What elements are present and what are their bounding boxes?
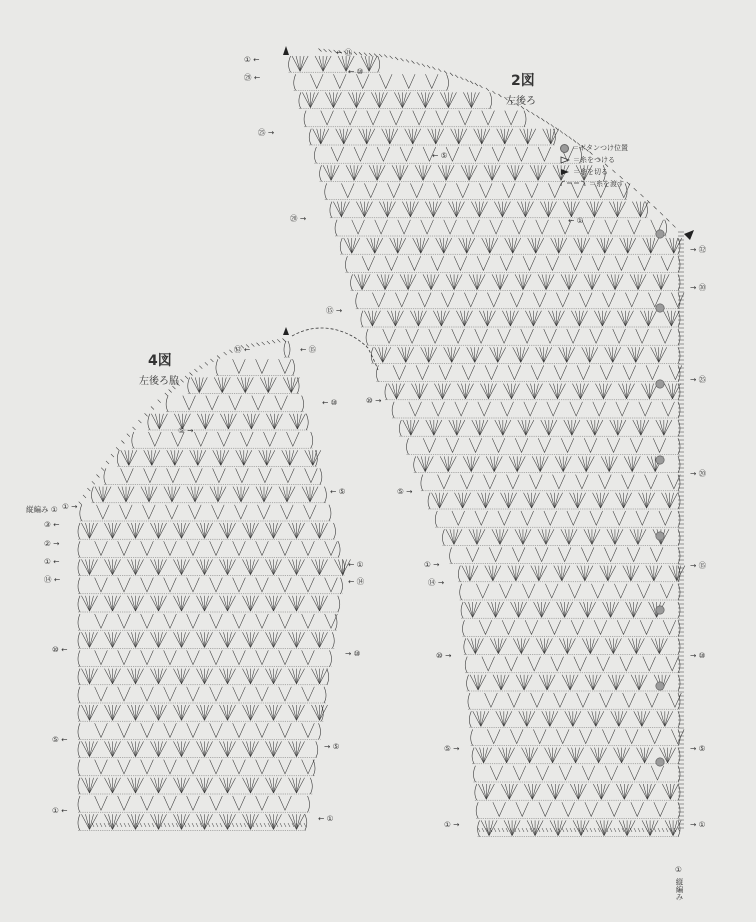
d4-left-r1: ① ← xyxy=(44,557,60,566)
d2-bottom-r1 xyxy=(675,865,682,874)
button-position-circle xyxy=(656,606,664,614)
diagram-2-number: 2図 xyxy=(511,73,535,89)
marker-text: ㉕ xyxy=(698,375,707,384)
legend-button-text: ＝ボタンつけ位置 xyxy=(572,144,628,152)
d4-right-r5b: → ⑤ xyxy=(324,742,340,751)
d4-right-r10b: → ⑩ xyxy=(345,649,361,658)
button-position-circle xyxy=(656,456,664,464)
marker-text: ⑬ xyxy=(234,345,242,354)
d2-left-r15: ⑮ → xyxy=(326,306,343,315)
marker-text: ⑩ xyxy=(366,396,373,405)
legend-pass-row xyxy=(560,178,628,190)
filled-triangle-icon xyxy=(560,168,570,176)
marker-text: ⑮ xyxy=(308,345,317,354)
marker-text: ⑤ xyxy=(440,151,448,160)
legend-attach-row xyxy=(560,154,628,166)
cut-mark-top xyxy=(283,46,289,55)
marker-text: ① xyxy=(698,820,706,829)
button-position-circle xyxy=(656,304,664,312)
legend-pass-text: ＝糸を渡す xyxy=(589,180,624,188)
d4-left-r14: ⑭ ← xyxy=(44,575,61,584)
marker-text: ⑭ xyxy=(428,578,436,587)
marker-text: ⑪ xyxy=(344,48,353,57)
d2-right-r25: → ㉕ xyxy=(690,375,707,384)
marker-text: ⑤ xyxy=(444,744,451,753)
d2-left-r5b: ⑤ → xyxy=(444,744,460,753)
marker-text: ㉘ xyxy=(244,73,252,82)
d4-right-r14: ← ⑭ xyxy=(348,577,365,586)
d2-left-r20: ⑳ → xyxy=(290,214,307,223)
marker-text: ⑮ xyxy=(698,561,707,570)
d2-neck-r1: ← ① xyxy=(568,216,584,225)
marker-text: ⑭ xyxy=(44,575,52,584)
cut-mark-right xyxy=(684,230,694,240)
d4-top-r13: ⑬ ← xyxy=(234,345,251,354)
marker-text: ① xyxy=(424,560,431,569)
d4-tate-r1 xyxy=(26,504,58,515)
marker-text: ⑤ xyxy=(332,742,340,751)
d2-top-r11: ← ⑪ xyxy=(336,48,353,57)
marker-text: ⑤ xyxy=(178,426,185,435)
d2-tate-ami-label: 縦編み xyxy=(675,878,684,901)
marker-text: ① xyxy=(444,820,451,829)
marker-text: ⑤ xyxy=(52,735,59,744)
marker-text: ① xyxy=(62,502,69,511)
marker-text: ② xyxy=(44,539,51,548)
diagram-4-stitch-pattern xyxy=(78,341,351,830)
d4-top-r15: ← ⑮ xyxy=(300,345,317,354)
marker-text: ⑭ xyxy=(356,577,365,586)
marker-text: ① xyxy=(356,560,364,569)
button-position-circle xyxy=(656,682,664,690)
d4-left-r5: ⑤ → xyxy=(178,426,194,435)
d4-right-r5: ← ⑤ xyxy=(330,487,346,496)
d4-left-r1b: ① ← xyxy=(52,806,68,815)
marker-text: ⑳ xyxy=(290,214,298,223)
button-position-circle xyxy=(656,230,664,238)
marker-text: ① xyxy=(44,557,51,566)
marker-text: ① xyxy=(52,806,59,815)
marker-text: ⑩ xyxy=(52,645,59,654)
diagram-4-number: 4図 xyxy=(148,353,172,369)
diagram-4-name: 左後ろ脇 xyxy=(139,376,179,387)
button-position-circle xyxy=(656,380,664,388)
d2-right-r30: → ㉚ xyxy=(690,283,707,292)
marker-text: ⑳ xyxy=(698,469,707,478)
d4-left-r5b: ⑤ ← xyxy=(52,735,68,744)
marker-text: ⑤ xyxy=(698,744,706,753)
button-circle-icon xyxy=(560,144,569,153)
marker-text: ① xyxy=(675,865,682,874)
marker-text: ㉜ xyxy=(698,245,707,254)
d2-right-r32: → ㉜ xyxy=(690,245,707,254)
marker-text: ① xyxy=(244,55,251,64)
d2-left-r10b: ⑩ → xyxy=(436,651,452,660)
legend-attach-text: ＝糸をつける xyxy=(573,156,615,164)
d2-left-r10: ⑩ → xyxy=(366,396,382,405)
marker-text: ③ xyxy=(44,520,51,529)
marker-text: ① xyxy=(326,814,334,823)
marker-text: ⑩ xyxy=(356,67,364,76)
d2-right-r5: → ⑤ xyxy=(690,744,706,753)
marker-text: ① xyxy=(576,216,584,225)
d4-top-left-r1: ① → xyxy=(62,502,78,511)
d4-right-r1b: ← ① xyxy=(318,814,334,823)
d4-right-r10: ← ⑩ xyxy=(322,398,338,407)
diagram-2-name: 左後ろ xyxy=(506,96,536,107)
d2-left-r25: ㉕ → xyxy=(258,128,275,137)
marker-text: ⑩ xyxy=(330,398,338,407)
cut-mark-diagram4 xyxy=(283,327,289,335)
tate-ami-text: 縦編み xyxy=(26,505,49,514)
marker-text: ⑩ xyxy=(353,649,361,658)
button-positions xyxy=(656,230,664,766)
marker-text: ㉕ xyxy=(258,128,266,137)
legend-button-row xyxy=(560,142,628,154)
d2-top-r10: ← ⑩ xyxy=(348,67,364,76)
d4-left-r10: ⑩ ← xyxy=(52,645,68,654)
d2-right-r1: → ① xyxy=(690,820,706,829)
button-position-circle xyxy=(656,532,664,540)
marker-text: ⑩ xyxy=(436,651,443,660)
d2-right-r10: → ⑩ xyxy=(690,651,706,660)
d2-neck-r5: ← ⑤ xyxy=(432,151,448,160)
marker-text: ⑤ xyxy=(397,487,404,496)
d2-left-r28: ㉘ ← xyxy=(244,73,261,82)
marker-text: ㉚ xyxy=(698,283,707,292)
marker-text: ⑩ xyxy=(698,651,706,660)
d2-right-r20: → ⑳ xyxy=(690,469,707,478)
d4-left-r3: ③ ← xyxy=(44,520,60,529)
marker-text: ① xyxy=(50,505,58,514)
d2-left-r14: ⑭ → xyxy=(428,578,445,587)
open-triangle-icon xyxy=(560,156,570,164)
button-position-circle xyxy=(656,758,664,766)
d2-left-r5: ⑤ → xyxy=(397,487,413,496)
d2-right-r15: → ⑮ xyxy=(690,561,707,570)
marker-text: ⑮ xyxy=(326,306,334,315)
d4-right-r1: ← ① xyxy=(348,560,364,569)
legend-cut-text: ＝糸を切る xyxy=(573,168,608,176)
d2-top-left-r1: ① ← xyxy=(244,55,260,64)
pass-yarn-icon xyxy=(560,180,586,188)
d2-left-r1b: ① → xyxy=(444,820,460,829)
legend-cut-row xyxy=(560,166,628,178)
marker-text: ⑤ xyxy=(338,487,346,496)
d4-left-r2: ② → xyxy=(44,539,60,548)
legend xyxy=(560,142,628,190)
d2-left-r1: ① → xyxy=(424,560,440,569)
